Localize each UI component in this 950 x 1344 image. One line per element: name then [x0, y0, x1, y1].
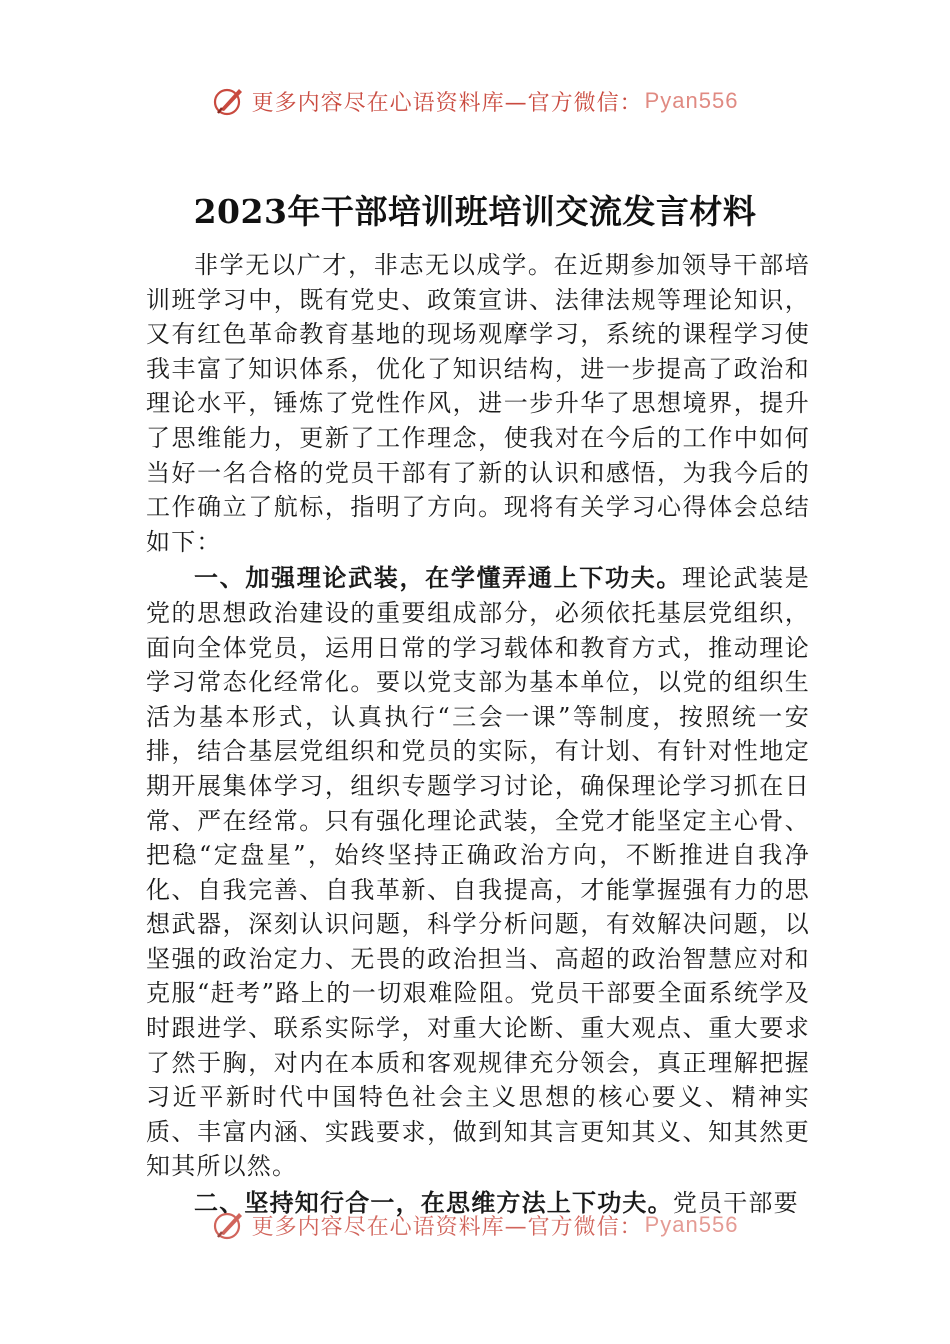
watermark-id: Pyan556	[644, 88, 739, 113]
document-body	[146, 248, 810, 1221]
watermark-header	[0, 84, 950, 118]
section-2-text: 党员干部要	[672, 1189, 799, 1218]
watermark-text: 更多内容尽在心语资料库—官方微信：	[251, 90, 643, 116]
section-2-heading: 二、坚持知行合一，在思维方法上下功夫。	[194, 1189, 673, 1218]
watermark-id: Pyan556	[644, 1212, 739, 1237]
section-1-paragraph	[146, 561, 810, 1184]
watermark-text: 更多内容尽在心语资料库—官方微信：	[251, 1214, 643, 1240]
watermark-footer	[0, 1208, 950, 1242]
section-1-text: 理论武装是党的思想政治建设的重要组成部分，必须依托基层党组织，面向全体党员，运用日常的学习载体和教育方式，推动理论学习常态化经常化。要以党支部为基本单位，以党的组织生活为基本形式，认真执行“三会一课”等制度，按照统一安排，结合基层党组织和党员的实际，有计划、有针对性地定期开展集体学习，组织专题学习讨论，确保理论学习抓在日常、严在经常。只有强化理论武装，全党才能坚定主心骨、把稳“定盘星”，始终坚持正确政治方向，不断推进自我净化、自我完善、自我革新、自我提高，才能掌握强有力的思想武器，深刻认识问题，科学分析问题，有效解决问题，以坚强的政治定力、无畏的政治担当、高超的政治智慧应对和克服“赶考”路上的一切艰难险阻。党员干部要全面系统学及时跟进学、联系实际学，对重大论断、重大观点、重大要求了然于胸，对内在本质和客观规律充分领会，真正理解把握习近平新时代中国特色社会主义思想的核心要义、精神实质、丰富内涵、实践要求，做到知其言更知其义、知其然更知其所以然。	[146, 564, 810, 1181]
section-1-heading: 一、加强理论武装，在学懂弄通上下功夫。	[194, 564, 683, 593]
feather-pen-logo-icon	[212, 84, 246, 118]
page-title: 2023年干部培训班培训交流发言材料	[193, 192, 757, 231]
feather-pen-logo-icon	[212, 1208, 246, 1242]
intro-paragraph: 非学无以广才，非志无以成学。在近期参加领导干部培训班学习中，既有党史、政策宣讲、法律法规等理论知识，又有红色革命教育基地的现场观摩学习，系统的课程学习使我丰富了知识体系，优化了知识结构，进一步提高了政治和理论水平，锤炼了党性作风，进一步升华了思想境界，提升了思维能力，更新了工作理念，使我对在今后的工作中如何当好一名合格的党员干部有了新的认识和感悟，为我今后的工作确立了航标，指明了方向。现将有关学习心得体会总结如下：	[146, 251, 810, 556]
